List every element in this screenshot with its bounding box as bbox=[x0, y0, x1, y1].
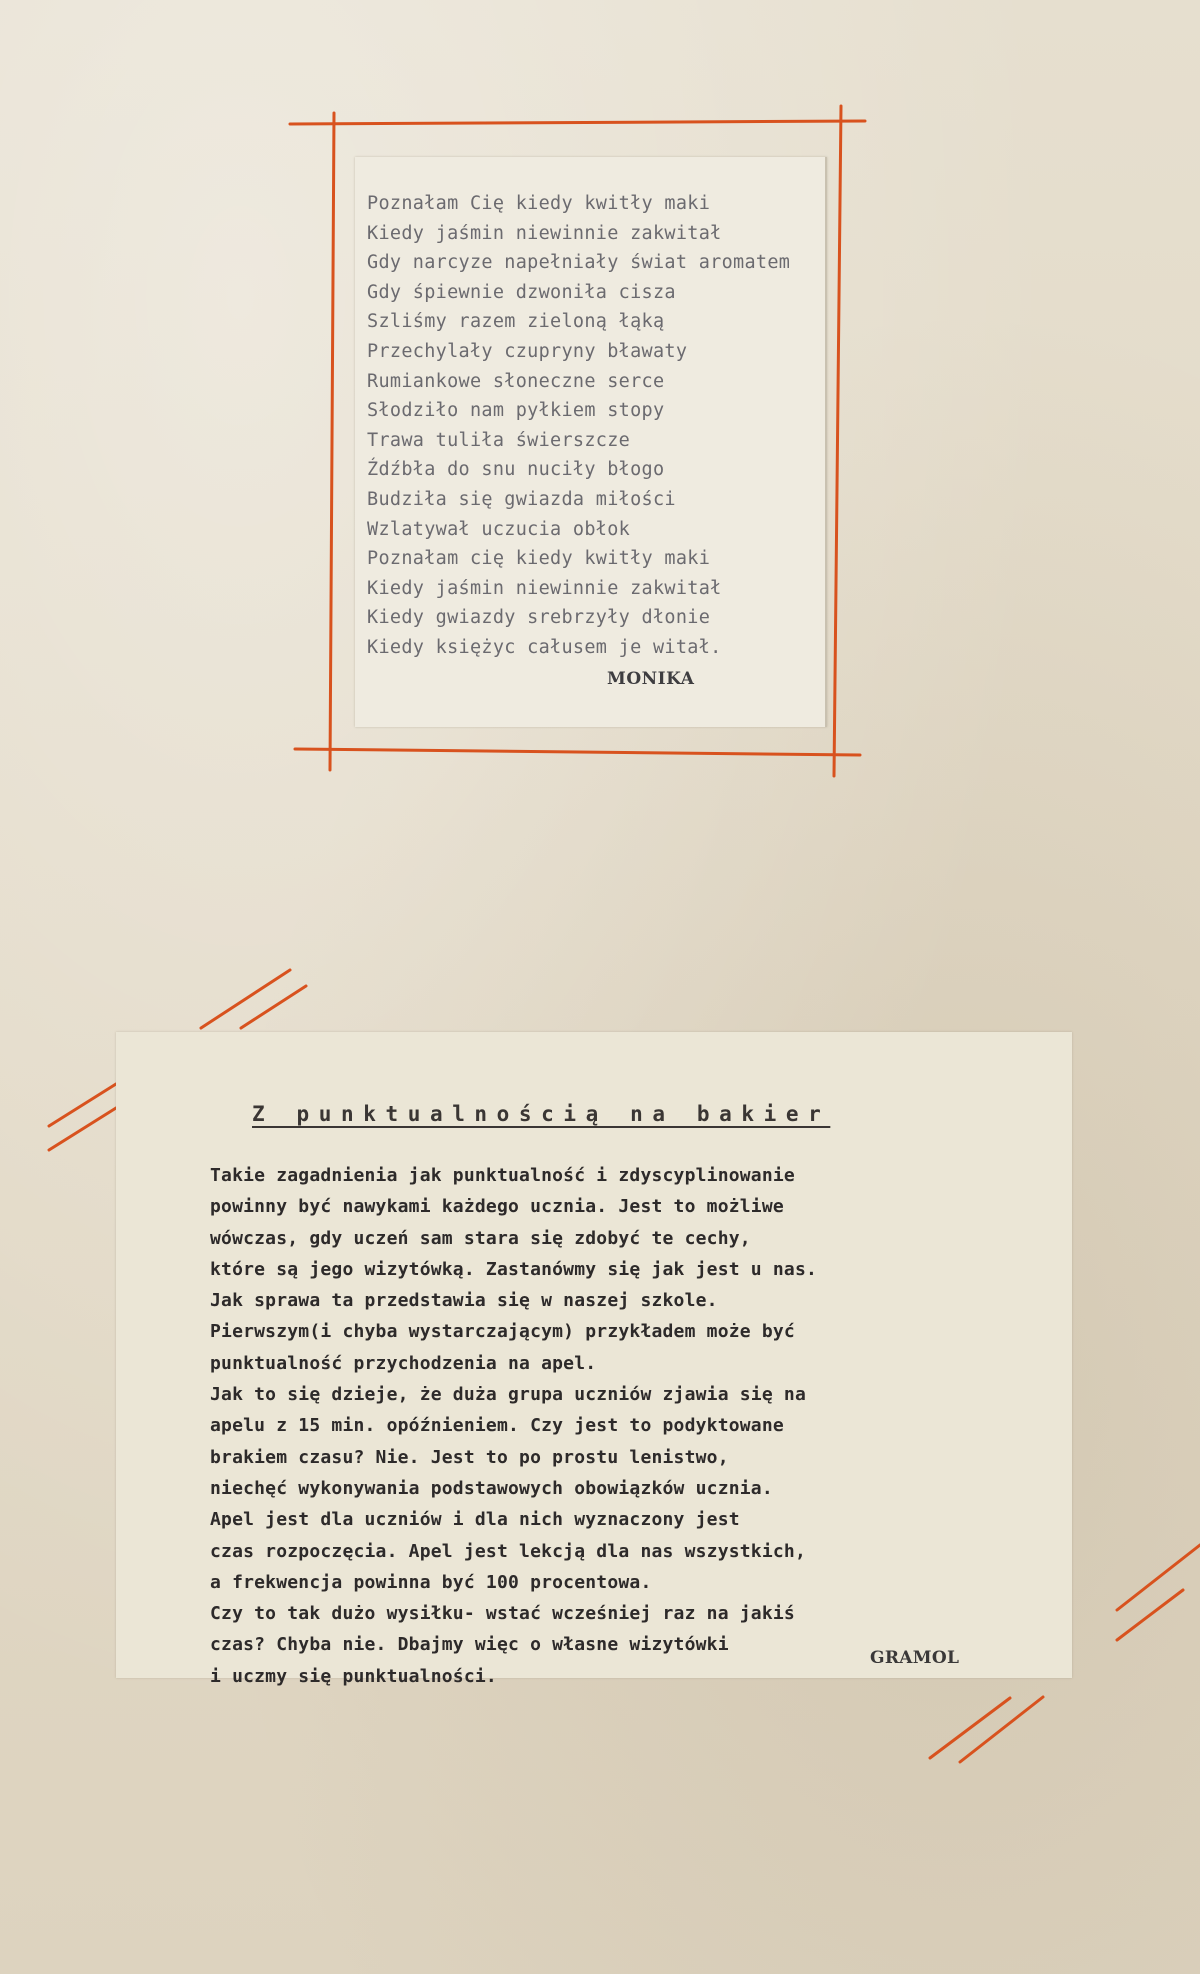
article-body bbox=[210, 1160, 817, 1692]
article-line: Jak sprawa ta przedstawia się w naszej szkole. bbox=[210, 1290, 718, 1312]
poem-sheet bbox=[355, 157, 827, 727]
article-line: które są jego wizytówką. Zastanówmy się jak jest u nas. bbox=[210, 1258, 818, 1280]
poem-line: Rumiankowe słoneczne serce bbox=[367, 370, 665, 392]
poem-line: Poznałam cię kiedy kwitły maki bbox=[367, 548, 711, 570]
poem-line: Przechylały czupryny bławaty bbox=[367, 340, 688, 362]
article-line: wówczas, gdy uczeń sam stara się zdobyć te cechy, bbox=[210, 1227, 751, 1249]
slash-mark bbox=[201, 970, 290, 1028]
article-line: i uczmy się punktualności. bbox=[210, 1665, 497, 1687]
poem-line: Kiedy gwiazdy srebrzyły dłonie bbox=[367, 607, 711, 629]
frame-left-line bbox=[330, 113, 334, 770]
slash-mark bbox=[49, 1084, 116, 1126]
poem-line: Kiedy jaśmin niewinnie zakwitał bbox=[367, 222, 722, 244]
article-line: a frekwencja powinna być 100 procentowa. bbox=[210, 1571, 652, 1593]
slash-mark bbox=[49, 1108, 116, 1150]
poem-line: Gdy narcyze napełniały świat aromatem bbox=[367, 252, 791, 274]
article-line: Takie zagadnienia jak punktualność i zdyscyplinowanie bbox=[210, 1165, 795, 1186]
frame-right-line bbox=[834, 106, 841, 776]
article-line: niechęć wykonywania podstawowych obowiązków ucznia. bbox=[210, 1477, 773, 1499]
slash-mark bbox=[1117, 1545, 1200, 1610]
article-line: Apel jest dla uczniów i dla nich wyznaczony jest bbox=[210, 1509, 740, 1531]
article-line: brakiem czasu? Nie. Jest to po prostu lenistwo, bbox=[210, 1446, 729, 1468]
article-line: powinny być nawykami każdego ucznia. Jest to możliwe bbox=[210, 1196, 784, 1218]
poem-line: Gdy śpiewnie dzwoniła cisza bbox=[367, 281, 676, 303]
slash-mark bbox=[241, 986, 306, 1028]
article-line: punktualność przychodzenia na apel. bbox=[210, 1352, 597, 1374]
poem-line: Kiedy księżyc całusem je witał. bbox=[367, 636, 722, 658]
poem-line: Szliśmy razem zieloną łąką bbox=[367, 311, 665, 333]
frame-bottom-line bbox=[295, 749, 860, 755]
article-line: czas? Chyba nie. Dbajmy więc o własne wizytówki bbox=[210, 1634, 729, 1656]
poem-line: Słodziło nam pyłkiem stopy bbox=[367, 400, 665, 422]
poem-line: Wzlatywał uczucia obłok bbox=[367, 518, 631, 540]
poem-signature: MONIKA bbox=[607, 669, 695, 689]
article-line: apelu z 15 min. opóźnieniem. Czy jest to podyktowane bbox=[210, 1415, 784, 1437]
article-title: Z punktualnością na bakier bbox=[252, 1102, 831, 1126]
article-line: Pierwszym(i chyba wystarczającym) przykładem może być bbox=[210, 1321, 795, 1343]
poem-text bbox=[367, 189, 790, 663]
article-signature: GRAMOL bbox=[870, 1648, 960, 1668]
article-line: Czy to tak dużo wysiłku- wstać wcześniej raz na jakiś bbox=[210, 1603, 795, 1625]
slash-mark bbox=[960, 1697, 1043, 1762]
poem-line: Kiedy jaśmin niewinnie zakwitał bbox=[367, 577, 722, 599]
poem-line: Budziła się gwiazda miłości bbox=[367, 488, 676, 510]
poem-line: Trawa tuliła świerszcze bbox=[367, 429, 631, 451]
article-line: czas rozpoczęcia. Apel jest lekcją dla nas wszystkich, bbox=[210, 1540, 806, 1562]
slash-mark bbox=[930, 1698, 1010, 1758]
article-sheet bbox=[116, 1032, 1072, 1687]
frame-top-line bbox=[290, 121, 865, 124]
article-line: Jak to się dzieje, że duża grupa uczniów zjawia się na bbox=[210, 1384, 806, 1406]
poem-line: Źdźbła do snu nuciły błogo bbox=[367, 459, 665, 481]
poem-line: Poznałam Cię kiedy kwitły maki bbox=[367, 193, 711, 214]
slash-mark bbox=[1117, 1590, 1183, 1640]
